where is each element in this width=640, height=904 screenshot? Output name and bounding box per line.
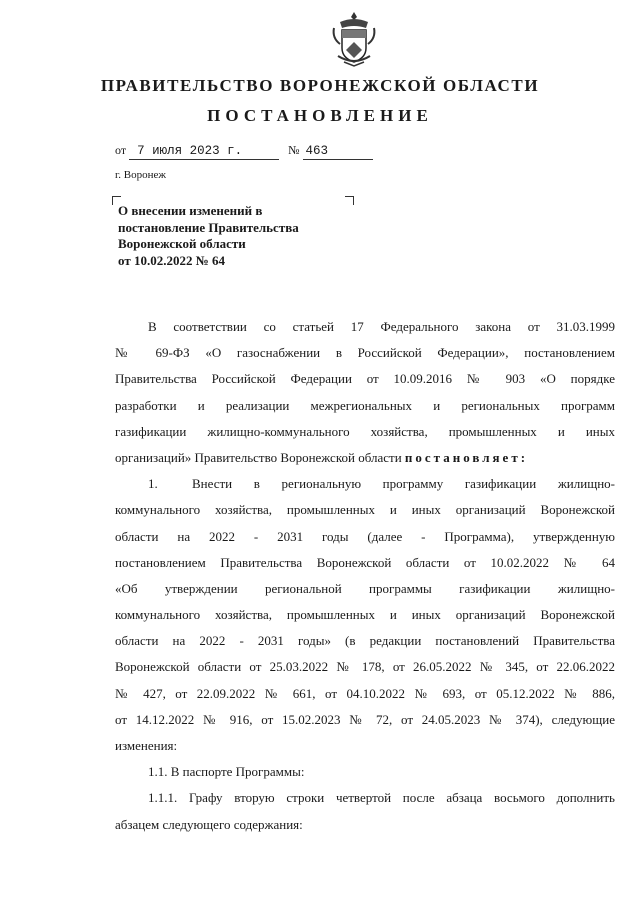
subitem-1-1: 1.1. В паспорте Программы: bbox=[148, 764, 305, 780]
city: г. Воронеж bbox=[115, 169, 166, 181]
subject-line: О внесении изменений в bbox=[118, 203, 263, 218]
number-label: № bbox=[288, 143, 300, 157]
body-line bbox=[115, 445, 615, 471]
item-number: 1. bbox=[148, 476, 158, 492]
body-line: № 69-ФЗ «О газоснабжении в Российской Федерации», постановлением bbox=[115, 345, 615, 361]
document-date: 7 июля 2023 г. bbox=[129, 144, 279, 160]
document-body bbox=[115, 314, 615, 838]
body-line: Правительства Российской Федерации от 10.09.2016 № 903 «О порядке bbox=[115, 371, 615, 387]
item-1-first-line bbox=[115, 471, 615, 497]
body-line: газификации жилищно-коммунального хозяйства, промышленных и иных bbox=[115, 423, 615, 439]
subject-line: от 10.02.2022 № 64 bbox=[118, 252, 226, 268]
body-line: коммунального хозяйства, промышленных и иных организаций Воронежской bbox=[115, 607, 615, 623]
body-line: № 427, от 22.09.2022 № 661, от 04.10.2022 № 693, от 05.12.2022 № 886, bbox=[115, 685, 615, 701]
document-type: ПОСТАНОВЛЕНИЕ bbox=[207, 106, 433, 125]
government-title: ПРАВИТЕЛЬСТВО ВОРОНЕЖСКОЙ ОБЛАСТИ bbox=[100, 76, 540, 95]
body-line: постановлением Правительства Воронежской области от 10.02.2022 № 64 bbox=[115, 554, 615, 570]
corner-mark-right bbox=[345, 196, 354, 205]
subitem-1-1-1: 1.1.1. Графу вторую строки четвертой после абзаца восьмого дополнить bbox=[148, 790, 615, 806]
subject-line: Воронежской области bbox=[118, 236, 246, 251]
coat-of-arms-emblem bbox=[330, 10, 378, 68]
document-subject bbox=[118, 203, 299, 269]
preamble-last: организаций» Правительство Воронежской области bbox=[115, 449, 402, 465]
subject-line: постановление Правительства bbox=[118, 219, 299, 235]
body-line: области на 2022 - 2031 годы (далее - Программа), утвержденную bbox=[115, 528, 615, 544]
from-prefix: от bbox=[115, 143, 127, 157]
body-line: абзацем следующего содержания: bbox=[115, 816, 303, 832]
body-line: «Об утверждении региональной программы газификации жилищно- bbox=[115, 580, 615, 596]
body-line: изменения: bbox=[115, 738, 178, 753]
body-line: разработки и реализации межрегиональных и региональных программ bbox=[115, 397, 615, 413]
body-line: области на 2022 - 2031 годы» (в редакции постановлений Правительства bbox=[115, 633, 615, 649]
body-line: Воронежской области от 25.03.2022 № 178, от 26.05.2022 № 345, от 22.06.2022 bbox=[115, 659, 615, 675]
item-1-text: Внести в региональную программу газификации жилищно- bbox=[192, 476, 615, 492]
body-line: коммунального хозяйства, промышленных и иных организаций Воронежской bbox=[115, 502, 615, 518]
date-number-line bbox=[115, 143, 373, 160]
body-line: В соответствии со статьей 17 Федерального закона от 31.03.1999 bbox=[148, 319, 615, 334]
body-line: от 14.12.2022 № 916, от 15.02.2023 № 72, от 24.05.2023 № 374), следующие bbox=[115, 711, 615, 727]
document-number: 463 bbox=[303, 144, 373, 160]
decree-word: постановляет: bbox=[404, 449, 529, 465]
